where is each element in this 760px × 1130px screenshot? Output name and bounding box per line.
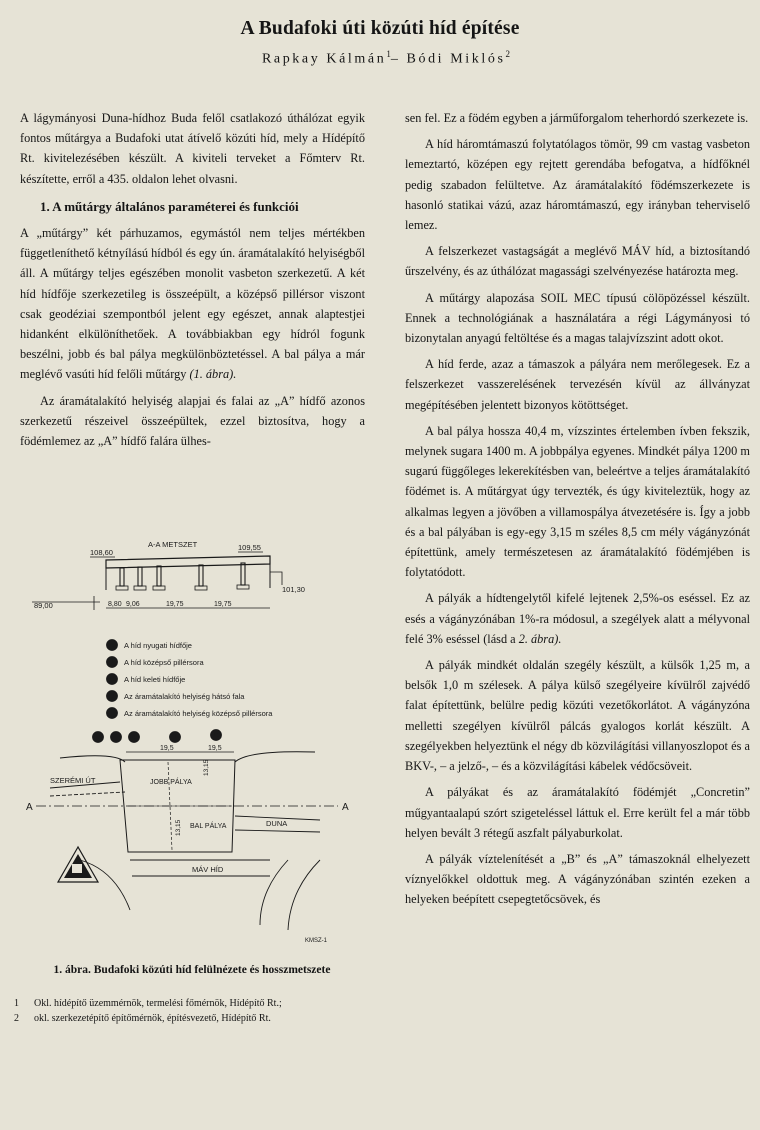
paragraph: A pályákat és az áramátalakító födémjét „Concretin” műgyantaalapú szórt szigeteléssel láttuk el. Erre került fel a már több helyen bevált 3 rétegű aszfalt pályaburkolat. [405,785,750,840]
section-title: A-A METSZET [148,540,198,549]
legend-text: A híd nyugati hídfője [124,641,192,650]
paragraph-text: A „műtárgy” két párhuzamos, egymástól nem teljes mértékben függetleníthető kétnyílású hídból és egy ún. áramátalakító helyiségből áll. A műtárgy teljes egészében monolit vasbeton szerkezetű. A két híd hídfője szerkezetileg is összeépült, a középső pillérsor viszont csak geodéziai szempontból jelent egy egészet, annak alaptestjei hidanként elkülöníthetőek. A továbbiakban egy hídról fogunk beszélni, jobb és bal pálya megkülönböztetéssel. A bal pálya a már meglévő vasúti híd felőli műtárgy [20,226,365,382]
legend-text: A híd keleti hídfője [124,675,186,684]
bridge-drawing [20,530,365,958]
level-right-label: 109,55 [238,543,261,552]
author-line [0,49,760,68]
footnote [14,996,374,1011]
legend-key: E [109,710,115,718]
figure-caption: 1. ábra. Budafoki közúti híd felülnézete és hosszmetszete [53,964,331,976]
figure-reference: (1. ábra). [189,367,237,382]
author-2: Bódi Miklós [406,51,506,67]
width-label: 13,15 [175,819,182,836]
plan-view [26,730,349,945]
paragraph [405,588,750,649]
paragraph [20,223,365,385]
figure-1 [20,530,365,958]
legend-key: D [109,693,115,701]
plan-key: B [172,734,178,742]
plan-key: A [131,734,137,742]
paragraph-text: A pályák a hídtengelytől kifelé lejtenek 2,5%-os eséssel. Ez az esés a vágányzónában 1%-ra módosul, a szegélyek alatt a mélyvonal felé 3% eséssel (lásd a [405,591,750,646]
paragraph: sen fel. Ez a födém egyben a járműforgalom teherhordó szerkezete is. [405,111,749,125]
legend-text: Az áramátalakító helyiség hátsó fala [124,692,245,701]
footnote-text: okl. szerkezetépítő építőmérnök, építésvezető, Hídépítő Rt. [34,1013,271,1024]
footnote-number: 2 [14,1013,19,1024]
author-2-mark: 2 [505,49,511,59]
level-side-label: 101,30 [282,585,305,594]
rail-bridge-label: MÁV HÍD [192,865,224,874]
width-label: 13,15 [203,759,210,776]
drawing-stamp: KMSZ-1 [305,938,328,944]
section-1-heading: 1. A műtárgy általános paraméterei és funkciói [40,198,299,214]
paragraph: A híd ferde, azaz a támaszok a pályára nem merőlegesek. Ez a felszerkezet vasszerelésének tervezésén kívül az állványzat megépítésében jelentett bizonyos kötöttséget. [405,357,750,412]
level-left-label: 108,60 [90,548,113,557]
article-title: A Budafoki úti közúti híd építése [240,18,520,39]
legend-text: A híd középső pillérsora [124,658,204,667]
pier-footings [116,585,249,590]
lane-label: BAL PÁLYA [190,823,227,830]
ground-level-label: 89,00 [34,601,53,610]
author-separator: – [390,51,407,67]
cut-label-left: A [26,802,33,813]
plan-dimension: 19,5 [160,745,174,752]
author-1: Rapkay Kálmán [261,51,387,67]
footnotes [14,996,374,1026]
paragraph: A műtárgy alapozása SOIL MEC típusú cölöpözéssel készült. Ennek a technológiának a használatára a régi Lágymányosi tó bizonytalan anyagú feltöltése és a magas talajvízszint adott okot. [405,290,750,346]
legend-key: B [109,659,115,667]
river-label: DUNA [266,819,288,828]
paragraph: A felszerkezet vastagságát a meglévő MÁV híd, a biztosítandó űrszelvény, és az úthálózat magassági szelvényezése határozta meg. [405,244,750,279]
road-label: SZERÉMI ÚT [50,776,96,785]
paragraph: A pályák mindkét oldalán szegély készült, a külsők 1,25 m, a belsők 1,0 m szélesek. A pálya külső szegélyeire kívülről zajvédő falat építettünk, belülre pedig közúti vezetőkorlátot. A vágányzóna melletti szegélyen kívülről pálcás gyalogos korlát készült. A szegélyekben helyeztünk el négy db közvilágítási villanyoszlopot és a BKV-, – a jelző-, – és a közvilágítási kábelek védőcsöveit. [405,658,750,774]
dimension-label: 9,06 [126,601,140,608]
footnote [14,1011,374,1026]
paragraph: A híd háromtámaszú folytatólagos tömör, 99 cm vastag vasbeton lemeztartó, középen egy rejtett gerendába befogatva, a hídfőknél pedig szabadon felültetve. Az áramátalakító födémszerkezete is hasonló statikai vázú, azaz háromtámaszú, egy irányban teherviselő lemez. [405,137,750,233]
dimension-label: 8,80 [108,601,122,608]
footnote-number: 1 [14,998,19,1009]
lane-label: JOBB PÁLYA [150,779,192,786]
legend [107,640,274,719]
legend-text: Az áramátalakító helyiség középső pillérsora [124,709,273,718]
dimension-label: 19,75 [166,601,184,608]
author-1-mark: 1 [386,49,391,59]
plan-key: E [113,734,119,742]
right-column [405,108,750,916]
legend-key: C [109,676,115,684]
plan-key: D [95,734,101,742]
figure-reference: 2. ábra). [518,631,562,646]
paragraph: Az áramátalakító helyiség alapjai és falai az „A” hídfő azonos szerkezetű részeivel összeépültek, ezzel biztosítva, hogy a födémlemez az „A” hídfő falára ülhes- [20,393,365,449]
paragraph: A bal pálya hossza 40,4 m, vízszintes értelemben ívben fekszik, melynek sugara 1400 m. A jobbpálya egyenes. Mindkét pálya 1200 m sugarú függőleges lekerekítésben van, beleértve a teljes áramátalakító födémet is. A műtárgyat úgy tervezték, és úgy kiviteleztük, hogy az alkalmas legyen a jövőben a villamospálya átvezetésére is. Így a jobb és a bal pályában is egy-egy 3,15 m széles 8,5 cm mély vágányzónát építettünk, amely természetesen az áramátalakító födémjében is folytatódott. [405,423,750,580]
plan-dimension: 19,5 [208,745,222,752]
dimension-label: 19,75 [214,601,232,608]
paragraph: A pályák víztelenítését a „B” és „A” támaszoknál elhelyezett víznyelőkkel oldottuk meg. A vágányzónában szintén ezeken a helyeken beépített csepegtetőcsövek, és [405,851,750,907]
plan-key: C [213,732,219,740]
section-view [32,540,305,610]
legend-key: A [109,642,115,650]
footnote-text: Okl. hídépítő üzemmérnök, termelési főmérnök, Hídépítő Rt.; [34,998,282,1009]
cut-label-right: A [342,802,349,813]
left-column [20,108,365,457]
intro-paragraph: A lágymányosi Duna-hídhoz Buda felől csatlakozó úthálózat egyik fontos műtárgya a Budafoki utat átívelő közúti híd, mely a Hídépítő Rt. kivitelezésében készült. A kiviteli terveket a Főmterv Rt. készítette, erről a 435. oldalon lehet olvasni. [20,111,365,186]
